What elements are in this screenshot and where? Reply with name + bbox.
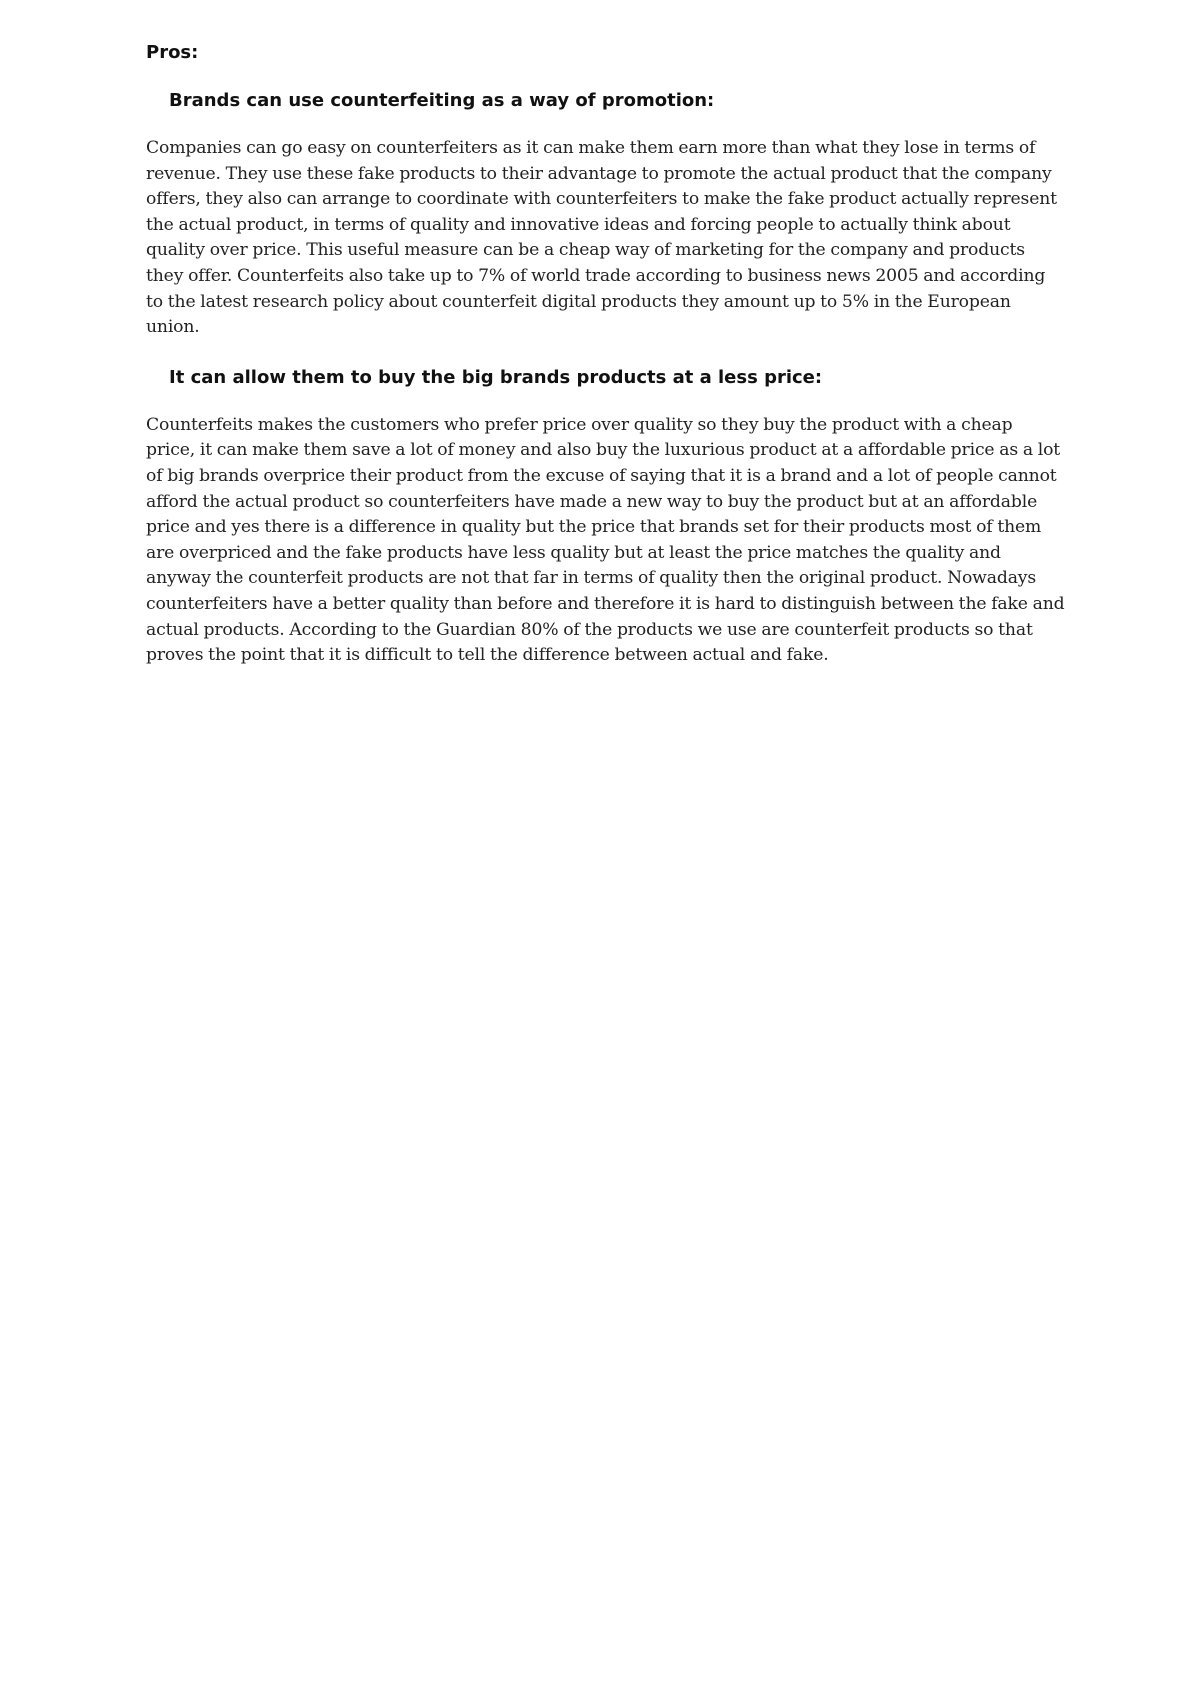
section-title-promotion: Brands can use counterfeiting as a way of promotion:: [169, 90, 715, 111]
section-body-promotion: Companies can go easy on counterfeiters as it can make them earn more than what they lose in terms of revenue. They use these fake products to their advantage to promote the actual product that the company offers, they also can arrange to coordinate with counterfeiters to make the fake product actually represent the actual product, in terms of quality and innovative ideas and forcing people to actually think about quality over price. This useful measure can be a cheap way of marketing for the company and products they offer. Counterfeits also take up to 7% of world trade according to business news 2005 and according to the latest research policy about counterfeit digital products they amount up to 5% in the European union.: [146, 138, 1057, 338]
document-content: [146, 40, 1066, 693]
section-title-less-price: It can allow them to buy the big brands products at a less price:: [169, 366, 823, 388]
section-body-less-price: Counterfeits makes the customers who prefer price over quality so they buy the product with a cheap price, it can make them save a lot of money and also buy the luxurious product at a affordable price as a lot of big brands overprice their product from the excuse of saying that it is a brand and a lot of people cannot afford the actual product so counterfeiters have made a new way to buy the product but at an affordable price and yes there is a difference in quality but the price that brands set for their products most of them are overpriced and the fake products have less quality but at least the price matches the quality and anyway the counterfeit products are not that far in terms of quality then the original product. Nowadays counterfeiters have a better quality than before and therefore it is hard to distinguish between the fake and actual products. According to the Guardian 80% of the products we use are counterfeit products so that proves the point that it is difficult to tell the difference between actual and fake.: [146, 414, 1065, 666]
pros-heading: Pros:: [146, 42, 199, 63]
